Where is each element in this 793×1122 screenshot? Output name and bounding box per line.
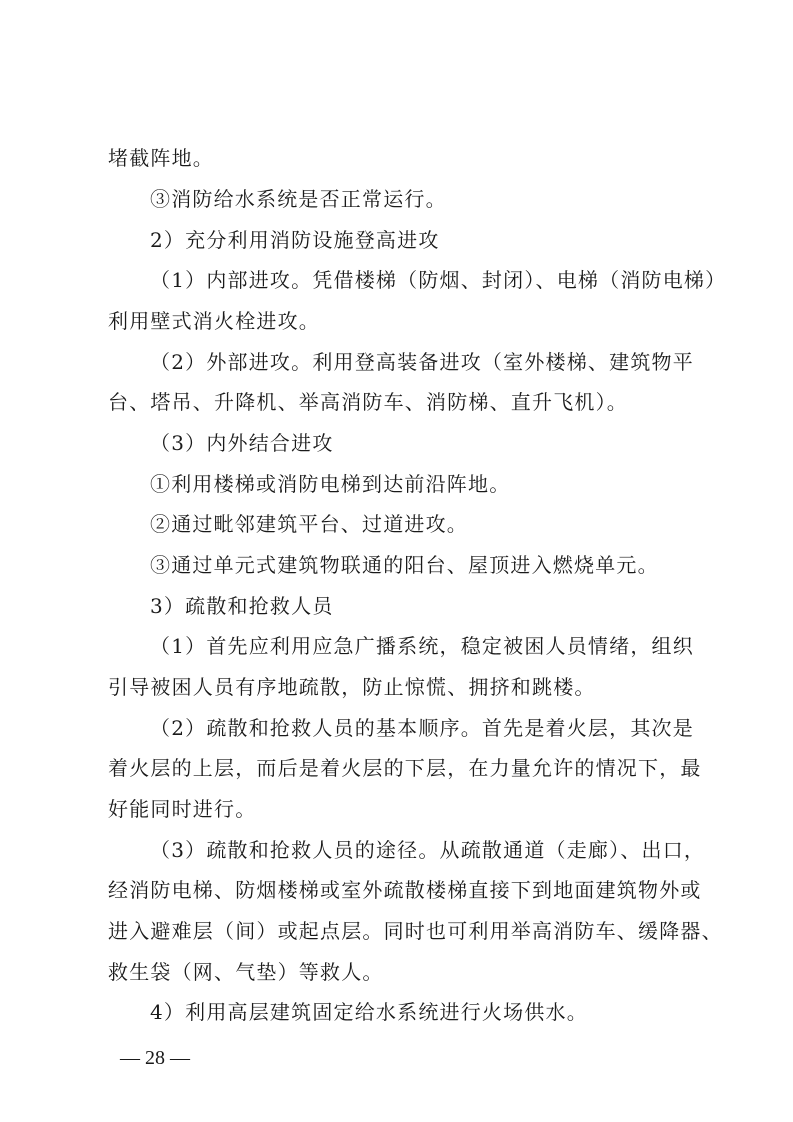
text-line: ③通过单元式建筑物联通的阳台、屋顶进入燃烧单元。 bbox=[150, 553, 659, 577]
text-line: （1）首先应利用应急广播系统，稳定被困人员情绪，组织 bbox=[150, 634, 694, 658]
text-line: （1）内部进攻。凭借楼梯（防烟、封闭）、电梯（消防电梯） bbox=[150, 268, 727, 292]
text-line: 引导被困人员有序地疏散，防止惊慌、拥挤和跳楼。 bbox=[108, 675, 596, 699]
text-line: 4）利用高层建筑固定给水系统进行火场供水。 bbox=[150, 1000, 588, 1024]
text-line: 台、塔吊、升降机、举高消防车、消防梯、直升飞机）。 bbox=[108, 390, 628, 414]
text-line: ②通过毗邻建筑平台、过道进攻。 bbox=[150, 512, 468, 536]
text-line: 经消防电梯、防烟楼梯或室外疏散楼梯直接下到地面建筑物外或 bbox=[108, 878, 702, 902]
text-line: 3）疏散和抢救人员 bbox=[150, 594, 334, 618]
text-line: （3）内外结合进攻 bbox=[150, 431, 334, 455]
text-line: 救生袋（网、气垫）等救人。 bbox=[108, 960, 384, 984]
text-line: （2）外部进攻。利用登高装备进攻（室外楼梯、建筑物平 bbox=[150, 350, 694, 374]
text-line: ③消防给水系统是否正常运行。 bbox=[150, 187, 447, 211]
text-line: 好能同时进行。 bbox=[108, 797, 257, 821]
text-line: （2）疏散和抢救人员的基本顺序。首先是着火层，其次是 bbox=[150, 716, 694, 740]
text-line: ①利用楼梯或消防电梯到达前沿阵地。 bbox=[150, 472, 511, 496]
text-line: 着火层的上层，而后是着火层的下层，在力量允许的情况下，最 bbox=[108, 756, 702, 780]
text-line: 利用壁式消火栓进攻。 bbox=[108, 309, 320, 333]
text-line: （3）疏散和抢救人员的途径。从疏散通道（走廊）、出口， bbox=[150, 838, 706, 862]
text-line: 堵截阵地。 bbox=[108, 146, 214, 170]
text-line: 2）充分利用消防设施登高进攻 bbox=[150, 228, 440, 252]
text-line: 进入避难层（间）或起点层。同时也可利用举高消防车、缓降器、 bbox=[108, 919, 723, 943]
page-number: — 28 — bbox=[120, 1047, 190, 1069]
